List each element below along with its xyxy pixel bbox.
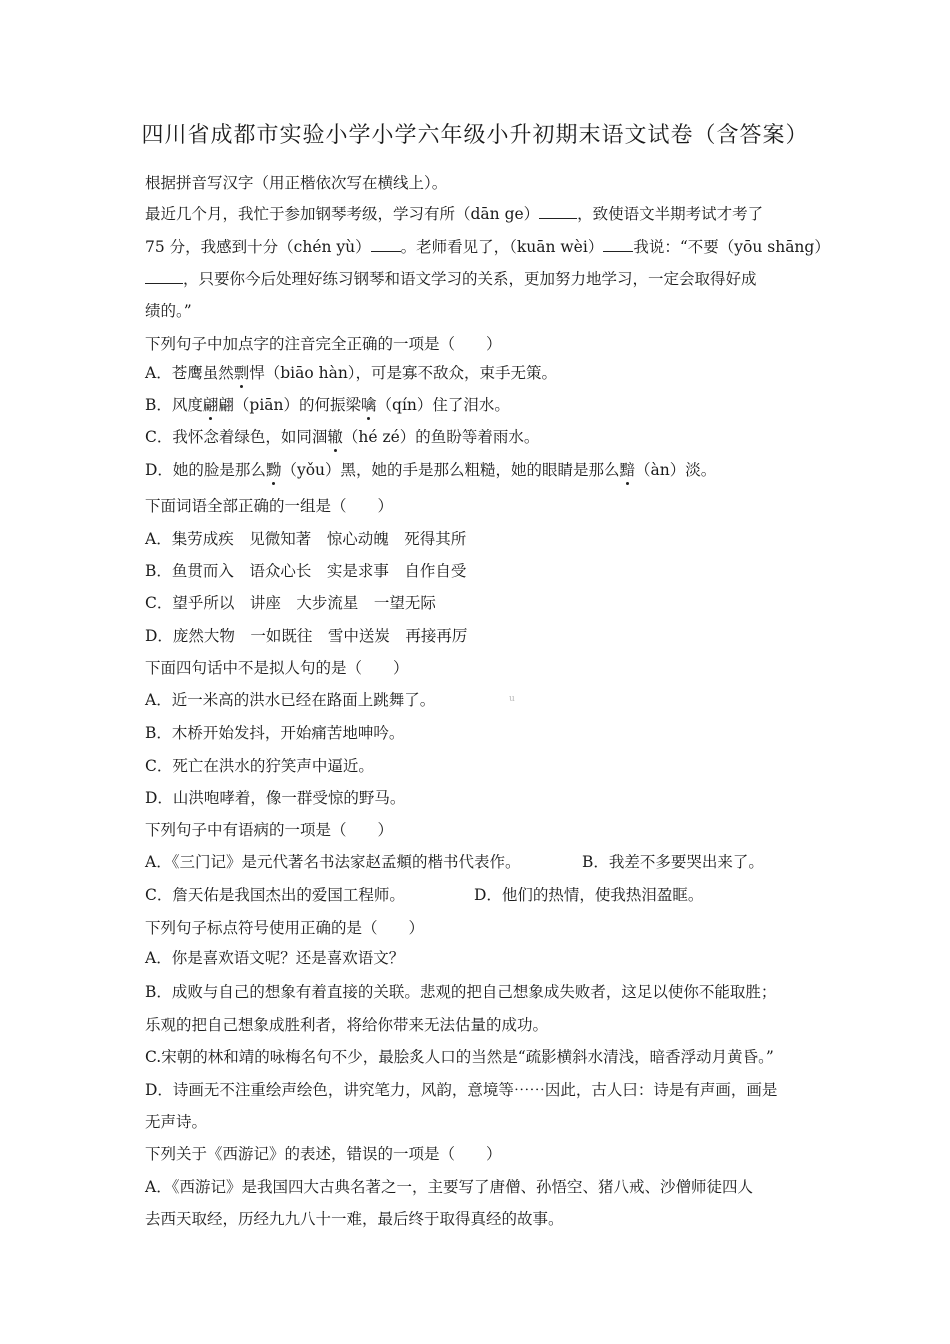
question-4-stem: 下面四句话中不是拟人句的是（ ）: [145, 659, 409, 677]
answer-blank[interactable]: [603, 237, 633, 252]
answer-blank[interactable]: [539, 204, 577, 219]
question-6-option-c: C.宋朝的林和靖的咏梅名句不少，最脍炙人口的当然是“疏影横斜水清浅，暗香浮动月黄昏。”: [145, 1048, 774, 1066]
question-5-stem: 下列句子中有语病的一项是（ ）: [145, 821, 394, 839]
question-4-option-d: D．山洪咆哮着，像一群受惊的野马。: [145, 789, 406, 807]
question-7-option-a-line-2: 去西天取经，历经九九八十一难，最后终于取得真经的故事。: [145, 1210, 564, 1228]
question-1-line-1: 最近几个月，我忙于参加钢琴考级，学习有所（dān ge） ，致使语文半期考试才考了: [145, 205, 764, 223]
question-5-option-b: B．我差不多要哭出来了。: [582, 853, 764, 871]
question-7-stem: 下列关于《西游记》的表述，错误的一项是（ ）: [145, 1145, 502, 1163]
question-3-option-c: C．望乎所以 讲座 大步流星 一望无际: [145, 594, 436, 612]
question-4-option-c: C．死亡在洪水的狞笑声中逼近。: [145, 757, 374, 775]
question-3-stem: 下面词语全部正确的一组是（ ）: [145, 497, 394, 515]
question-7-option-a-line-1: A．《西游记》是我国四大古典名著之一，主要写了唐僧、孙悟空、猪八戒、沙僧师徒四人: [145, 1178, 753, 1196]
question-6-option-d-line-2: 无声诗。: [145, 1113, 208, 1131]
question-6-option-d-line-1: D．诗画无不注重绘声绘色，讲究笔力，风韵，意境等⋯⋯因此，古人曰：诗是有声画，画是: [145, 1081, 778, 1099]
question-5-option-c: C．詹天佑是我国杰出的爱国工程师。: [145, 886, 405, 904]
page-title: 四川省成都市实验小学小学六年级小升初期末语文试卷（含答案）: [141, 123, 809, 148]
question-2-option-d: D．她的脸是那么黝（yǒu）黑，她的手是那么粗糙，她的眼睛是那么黯（àn）淡。: [145, 461, 717, 479]
question-1-stem: 根据拼音写汉字（用正楷依次写在横线上）。: [145, 174, 448, 192]
question-3-option-a: A．集劳成疾 见微知著 惊心动魄 死得其所: [145, 530, 467, 548]
question-2-option-c: C．我怀念着绿色，如同涸辙（hé zé）的鱼盼等着雨水。: [145, 428, 540, 446]
scan-mark: u: [509, 694, 515, 704]
question-3-option-d: D．庞然大物 一如既往 雪中送炭 再接再厉: [145, 627, 468, 645]
answer-blank[interactable]: [145, 269, 183, 284]
question-5-option-a: A．《三门记》是元代著名书法家赵孟頫的楷书代表作。: [145, 853, 521, 871]
question-2-option-b: B．风度翩翩（piān）的何振梁噙（qín）住了泪水。: [145, 396, 510, 414]
question-6-option-a: A．你是喜欢语文呢？还是喜欢语文？: [145, 949, 405, 967]
question-2-option-a: A．苍鹰虽然剽悍（biāo hàn），可是寡不敌众，束手无策。: [145, 364, 558, 382]
answer-blank[interactable]: [371, 237, 401, 252]
question-1-line-4: 绩的。”: [145, 302, 192, 320]
question-6-stem: 下列句子标点符号使用正确的是（ ）: [145, 919, 425, 937]
question-4-option-a: A．近一米高的洪水已经在路面上跳舞了。: [145, 691, 436, 709]
question-3-option-b: B．鱼贯而入 语众心长 实是求事 自作自受: [145, 562, 467, 580]
question-1-line-3: ，只要你今后处理好练习钢琴和语文学习的关系，更加努力地学习，一定会取得好成: [145, 269, 757, 289]
question-4-option-b: B．木桥开始发抖，开始痛苦地呻吟。: [145, 724, 405, 742]
question-6-option-b-line-2: 乐观的把自己想象成胜利者，将给你带来无法估量的成功。: [145, 1016, 549, 1034]
question-2-stem: 下列句子中加点字的注音完全正确的一项是（ ）: [145, 335, 502, 353]
question-5-option-d: D．他们的热情，使我热泪盈眶。: [474, 886, 704, 904]
question-6-option-b-line-1: B．成败与自己的想象有着直接的关联。悲观的把自己想象成失败者，这足以使你不能取胜；: [145, 983, 777, 1001]
question-1-line-2: 75 分，我感到十分（chén yù） 。老师看见了，（kuān wèi） 我说：“不要（yōu shāng）: [145, 238, 830, 256]
